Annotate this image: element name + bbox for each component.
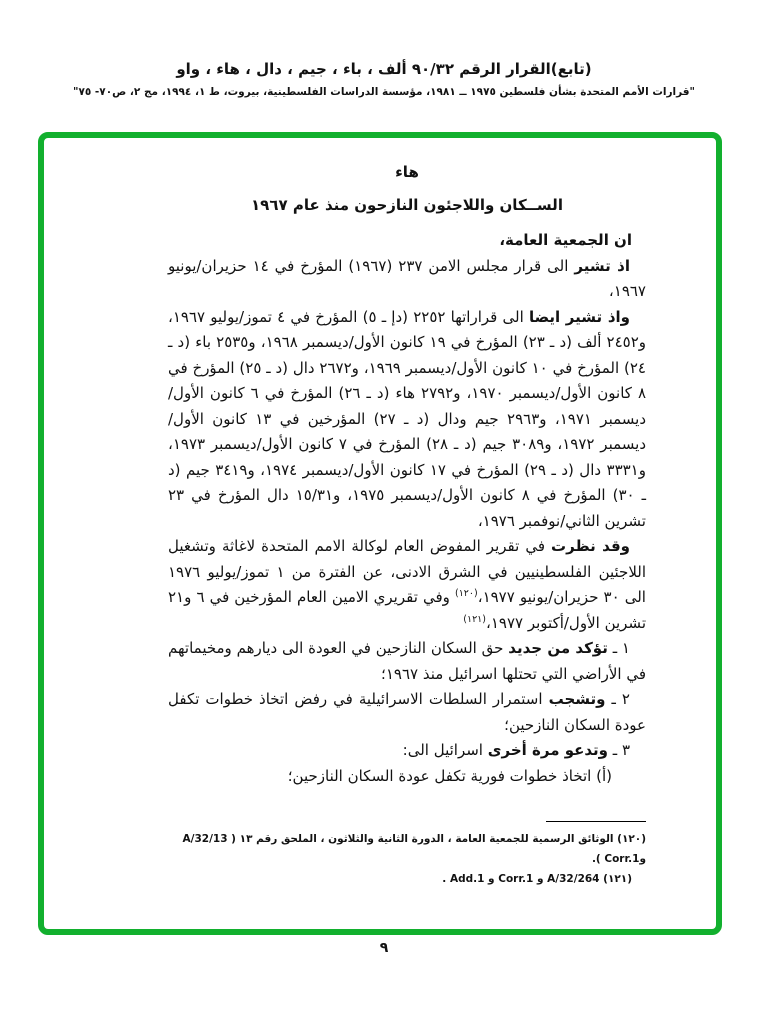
paragraph-recalling-lead: اذ تشير bbox=[574, 256, 630, 275]
resolution-title: الســكان واللاجئون النازحون منذ عام ١٩٦٧ bbox=[251, 195, 563, 214]
section-letter-heading: هاء bbox=[395, 163, 419, 181]
page-number: ٩ bbox=[379, 940, 389, 956]
operative-paragraph-1-text: حق السكان النازحين في العودة الى ديارهم ومخيماتهم في الأراضي التي تحتلها اسرائيل منذ ١٩٦٧؛ bbox=[168, 639, 646, 683]
operative-paragraph-3-lead: وتدعو مرة أخرى bbox=[487, 741, 608, 759]
operative-paragraph-1-number: ١ ـ bbox=[612, 639, 630, 657]
operative-paragraph-2-number: ٢ ـ bbox=[611, 690, 630, 708]
paragraph-having-considered-text-2: وفي تقريري الامين العام المؤرخين في ٦ و٢١ تشرين الأول/أكتوبر ١٩٧٧، bbox=[168, 588, 646, 632]
footnote-ref-121: (١٢١) bbox=[463, 613, 486, 625]
paragraph-recalling bbox=[168, 254, 646, 305]
footnote-separator-rule bbox=[546, 821, 646, 822]
footnote-120: (١٢٠) الوثائق الرسمية للجمعية العامة ، الدورة الثانية والثلاثون ، الملحق رقم ١٣ ( A/32/13 وCorr.1 ). bbox=[182, 833, 646, 865]
preamble-intro bbox=[168, 228, 646, 254]
operative-paragraph-1 bbox=[168, 636, 646, 687]
operative-paragraph-2-lead: وتشجب bbox=[548, 690, 606, 708]
paragraph-recalling-also-lead: واذ تشير ايضا bbox=[528, 307, 630, 326]
paragraph-recalling-also-text: الى قراراتها ٢٢٥٢ (دإ ـ ٥) المؤرخ في ٤ تموز/يوليو ١٩٦٧، و٢٤٥٢ ألف (د ـ ٢٣) المؤرخ في ١٩ كانون الأول/ديسمبر ١٩٦٨، و٢٥٣٥ باء (د ـ ٢٤) المؤرخ في ١٠ كانون الأول/ديسمبر ١٩٦٩، و٢٦٧٢ دال (د ـ ٢٥) المؤرخ في ٨ كانون الأول/ديسمبر ١٩٧٠، و٢٧٩٢ هاء (د ـ ٢٦) المؤرخ في ٦ كانون الأول/ديسمبر ١٩٧١، و٢٩٦٣ جيم ودال (د ـ ٢٧) المؤرخين في ١٣ كانون الأول/ديسمبر ١٩٧٢، و٣٠٨٩ جيم (د ـ ٢٨) المؤرخ في ٧ كانون الأول/ديسمبر ١٩٧٣، و٣٣٣١ دال (د ـ ٢٩) المؤرخ في ١٧ كانون الأول/ديسمبر ١٩٧٤، و٣٤١٩ جيم (د ـ ٣٠) المؤرخ في ٨ كانون الأول/ديسمبر ١٩٧٥، و١٥/٣١ دال المؤرخ في ٢٣ تشرين الثاني/نوفمبر ١٩٧٦، bbox=[168, 307, 647, 530]
footnote-ref-120: (١٢٠) bbox=[454, 588, 478, 599]
paragraph-having-considered-lead: وقد نظرت bbox=[551, 537, 630, 555]
operative-paragraph-2 bbox=[168, 687, 646, 738]
paragraph-having-considered-text-1: في تقرير المفوض العام لوكالة الامم المتحدة لاغاثة وتشغيل اللاجئين الفلسطينيين في الشرق الادنى، عن الفترة من ١ تموز/يوليو ١٩٧٦ الى ٣٠ حزيران/يونيو ١٩٧٧، bbox=[168, 537, 647, 606]
paragraph-recalling-text: الى قرار مجلس الامن ٢٣٧ (١٩٦٧) المؤرخ في ١٤ حزيران/يونيو ١٩٦٧، bbox=[168, 256, 646, 300]
operative-paragraph-3a-number: (أ) bbox=[596, 766, 612, 785]
footnote-121: (١٢١) A/32/264 و Corr.1 و Add.1 . bbox=[442, 873, 632, 885]
operative-paragraph-1-lead: تؤكد من جديد bbox=[508, 639, 608, 657]
operative-paragraph-2-text: استمرار السلطات الاسرائيلية في رفض اتخاذ خطوات تكفل عودة السكان النازحين؛ bbox=[168, 690, 646, 734]
annotation-highlight-box bbox=[38, 132, 722, 935]
preamble-intro-text: ان الجمعية العامة، bbox=[499, 231, 632, 249]
operative-paragraph-3-number: ٣ ـ bbox=[612, 741, 630, 759]
footnotes-block bbox=[154, 821, 646, 889]
operative-paragraph-3a-text: اتخاذ خطوات فورية تكفل عودة السكان النازحين؛ bbox=[287, 766, 592, 785]
header-resolution-reference: (تابع)القرار الرقم ٩٠/٣٢ ألف ، باء ، جيم ، دال ، هاء ، واو bbox=[176, 60, 592, 78]
operative-paragraph-3a bbox=[168, 764, 646, 790]
header-source-citation: "قرارات الأمم المتحدة بشأن فلسطين ١٩٧٥ ــ ١٩٨١، مؤسسة الدراسات الفلسطينية، بيروت، ط ١، ١٩٩٤، مج ٢، ص٧٠- ٧٥" bbox=[72, 86, 696, 98]
paragraph-having-considered bbox=[168, 534, 646, 636]
paragraph-recalling-also bbox=[168, 305, 646, 535]
operative-paragraph-3 bbox=[168, 738, 646, 764]
resolution-body bbox=[168, 160, 646, 789]
document-header bbox=[0, 60, 768, 98]
operative-paragraph-3-text: اسرائيل الى: bbox=[402, 741, 483, 759]
